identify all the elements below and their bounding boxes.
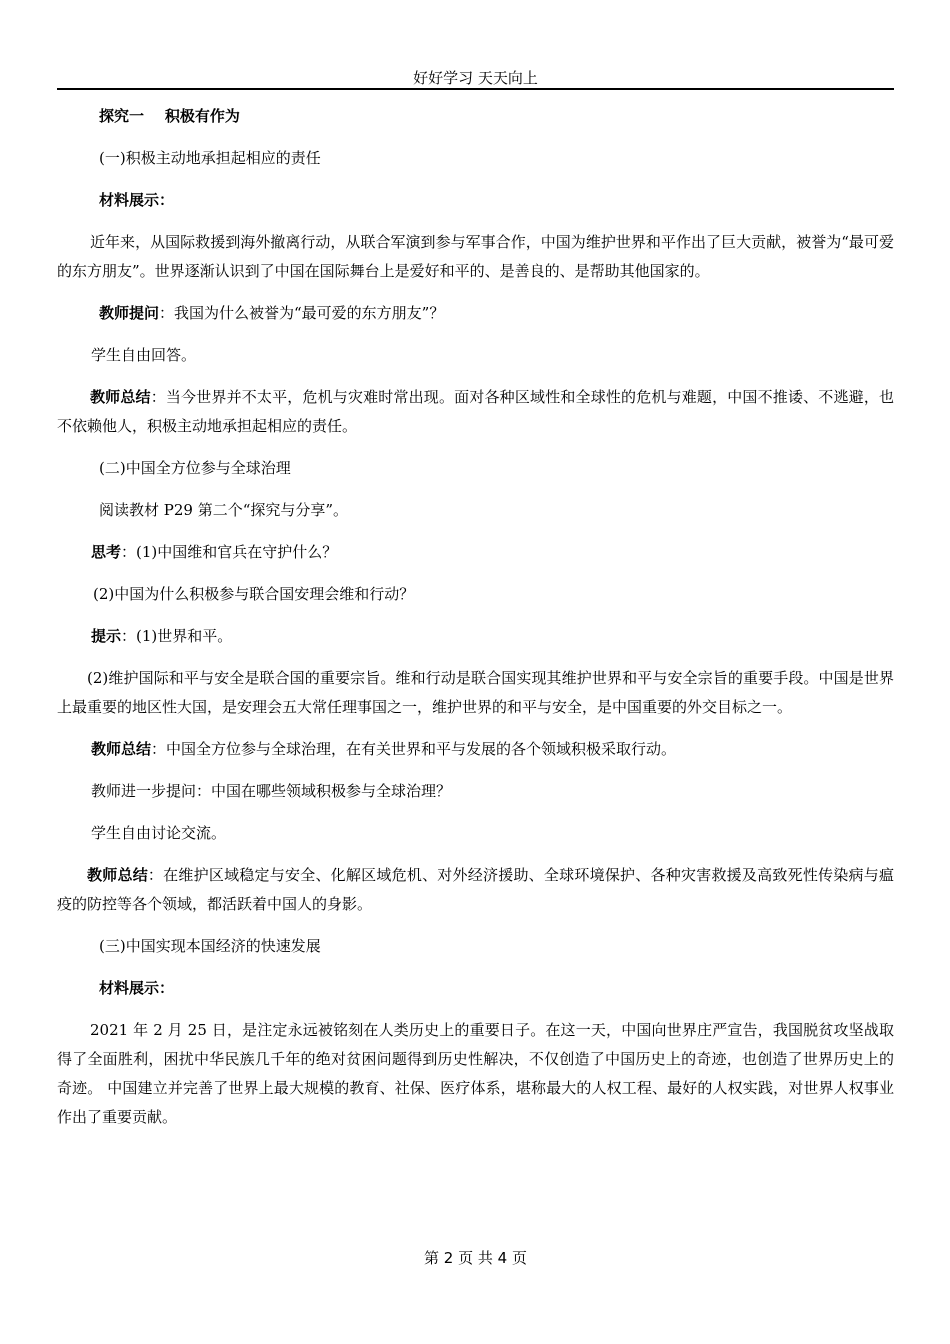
inquiry-heading-label: 探究一 xyxy=(99,107,145,125)
hint-1 xyxy=(57,622,894,651)
teacher-question-text: ：我国为什么被誉为“最可爱的东方朋友”？ xyxy=(159,304,445,322)
inquiry-heading xyxy=(57,102,894,131)
student-discussion: 学生自由讨论交流。 xyxy=(91,824,227,842)
think-question-1 xyxy=(57,538,894,567)
think-question-1-text: ：(1)中国维和官兵在守护什么？ xyxy=(121,543,338,561)
think-question-2: (2)中国为什么积极参与联合国安理会维和行动？ xyxy=(93,585,415,603)
document-body xyxy=(57,102,894,1132)
teacher-summary-label: 教师总结 xyxy=(90,388,151,406)
hint-label: 提示 xyxy=(91,627,122,645)
teacher-summary-2 xyxy=(57,735,894,764)
teacher-question-1 xyxy=(57,299,894,328)
page-number: 第 2 页 共 4 页 xyxy=(424,1249,527,1267)
think-label: 思考 xyxy=(91,543,122,561)
hint-1-text: ：(1)世界和平。 xyxy=(121,627,233,645)
teacher-question-label: 教师提问 xyxy=(99,304,160,322)
header-divider xyxy=(57,88,894,90)
teacher-summary-1 xyxy=(57,383,894,441)
section-2-title: (二)中国全方位参与全球治理 xyxy=(99,459,291,477)
teacher-further-question: 教师进一步提问：中国在哪些领域积极参与全球治理？ xyxy=(91,782,452,800)
material-label-1: 材料展示： xyxy=(99,191,175,209)
material-text-1: 近年来，从国际救援到海外撤离行动，从联合军演到参与军事合作，中国为维护世界和平作出了巨大贡献，被誉为“最可爱的东方朋友”。世界逐渐认识到了中国在国际舞台上是爱好和平的、是善良的、是帮助其他国家的。 xyxy=(57,233,894,280)
teacher-summary-text: ：中国全方位参与全球治理，在有关世界和平与发展的各个领域积极采取行动。 xyxy=(151,740,677,758)
teacher-summary-label: 教师总结 xyxy=(87,866,148,884)
material-label-2: 材料展示： xyxy=(99,979,175,997)
hint-2: (2)维护国际和平与安全是联合国的重要宗旨。维和行动是联合国实现其维护世界和平与安全宗旨的重要手段。中国是世界上最重要的地区性大国，是安理会五大常任理事国之一，维护世界的和平与安全，是中国重要的外交目标之一。 xyxy=(57,669,894,716)
reading-instruction: 阅读教材 P29 第二个“探究与分享”。 xyxy=(99,501,349,519)
teacher-summary-text: ：当今世界并不太平，危机与灾难时常出现。面对各种区域性和全球性的危机与难题，中国不推诿、不逃避，也不依赖他人，积极主动地承担起相应的责任。 xyxy=(57,388,894,435)
page-header: 好好学习 天天向上 xyxy=(413,69,538,87)
inquiry-heading-title: 积极有作为 xyxy=(164,107,240,125)
student-answer-1: 学生自由回答。 xyxy=(91,346,197,364)
teacher-summary-label: 教师总结 xyxy=(91,740,152,758)
section-3-title: (三)中国实现本国经济的快速发展 xyxy=(99,937,321,955)
teacher-summary-text: ：在维护区域稳定与安全、化解区域危机、对外经济援助、全球环境保护、各种灾害救援及高致死性传染病与瘟疫的防控等各个领域，都活跃着中国人的身影。 xyxy=(57,866,894,913)
teacher-summary-3 xyxy=(57,861,894,919)
section-1-title: (一)积极主动地承担起相应的责任 xyxy=(99,149,321,167)
material-text-2: 2021 年 2 月 25 日，是注定永远被铭刻在人类历史上的重要日子。在这一天，中国向世界庄严宣告，我国脱贫攻坚战取得了全面胜利，困扰中华民族几千年的绝对贫困问题得到历史性解决，不仅创造了中国历史上的奇迹，也创造了世界历史上的奇迹。 中国建立并完善了世界上最大规模的教育、社保、医疗体系，堪称最大的人权工程、最好的人权实践，对世界人权事业作出了重要贡献。 xyxy=(57,1021,894,1126)
